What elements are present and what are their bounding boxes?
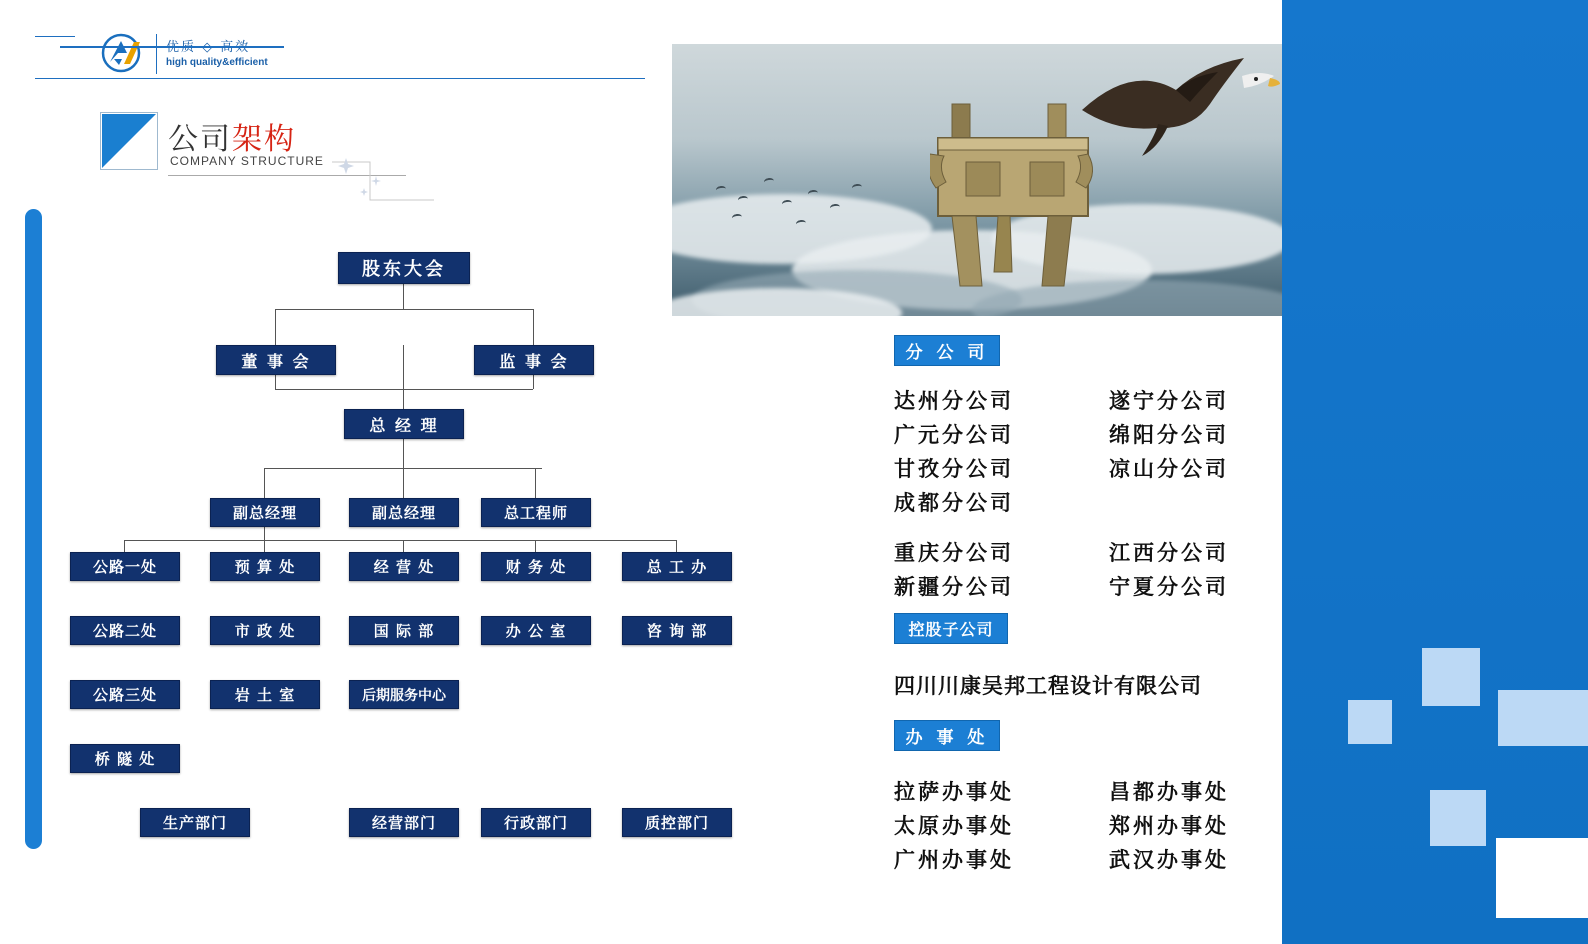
org-node-deputy-gm-2: 副总经理 — [349, 498, 459, 527]
company-logo-icon — [100, 32, 146, 76]
bird-icon — [764, 177, 775, 185]
page-title-part2: 架构 — [232, 122, 296, 157]
connector — [535, 468, 536, 498]
branch-item: 新疆分公司 — [894, 575, 1014, 599]
connector — [264, 540, 265, 552]
connector — [264, 468, 265, 498]
right-decorative-panel — [1282, 0, 1588, 944]
logo-underline — [60, 46, 284, 48]
connector — [124, 540, 125, 552]
branch-item: 江西分公司 — [1109, 541, 1229, 565]
org-node-board: 董 事 会 — [216, 345, 336, 375]
connector — [533, 309, 534, 345]
org-node-row1-2: 经 营 处 — [349, 552, 459, 581]
connector — [403, 540, 404, 552]
office-item: 广州办事处 — [894, 848, 1014, 872]
org-node-row2-4: 咨 询 部 — [622, 616, 732, 645]
branch-item: 甘孜分公司 — [894, 457, 1014, 481]
org-node-general-manager: 总 经 理 — [344, 409, 464, 439]
org-node-supervisors: 监 事 会 — [474, 345, 594, 375]
title-sparkle-decoration — [330, 156, 440, 206]
connector — [264, 526, 265, 540]
subsidiary-name: 四川川康吴邦工程设计有限公司 — [894, 674, 1202, 698]
org-node-row2-0: 公路二处 — [70, 616, 180, 645]
office-item: 郑州办事处 — [1109, 814, 1229, 838]
org-node-row1-1: 预 算 处 — [210, 552, 320, 581]
logo-slogan-en: high quality&efficient — [166, 57, 268, 68]
org-node-row5-2: 行政部门 — [481, 808, 591, 837]
org-node-row3-0: 公路三处 — [70, 680, 180, 709]
office-item: 太原办事处 — [894, 814, 1014, 838]
deco-square-5 — [1496, 838, 1588, 918]
page-title — [168, 114, 296, 158]
org-node-deputy-gm-1: 副总经理 — [210, 498, 320, 527]
office-item: 昌都办事处 — [1109, 780, 1229, 804]
org-node-row5-0: 生产部门 — [140, 808, 250, 837]
subsidiary-badge: 控股子公司 — [894, 613, 1008, 644]
deco-square-1 — [1422, 648, 1480, 706]
branch-item: 达州分公司 — [894, 389, 1014, 413]
connector — [275, 373, 276, 389]
eagle-icon — [1072, 46, 1282, 166]
office-item: 武汉办事处 — [1109, 848, 1229, 872]
page-title-block — [100, 112, 430, 182]
header-rule-short — [35, 36, 75, 37]
bird-icon — [716, 185, 727, 193]
org-node-row5-1: 经营部门 — [349, 808, 459, 837]
branch-item: 遂宁分公司 — [1109, 389, 1229, 413]
org-node-chief-engineer: 总工程师 — [481, 498, 591, 527]
org-node-row4-0: 桥 隧 处 — [70, 744, 180, 773]
offices-badge: 办 事 处 — [894, 720, 1000, 751]
office-item: 拉萨办事处 — [894, 780, 1014, 804]
org-node-row3-1: 岩 土 室 — [210, 680, 320, 709]
org-node-row3-2: 后期服务中心 — [349, 680, 459, 709]
org-node-row2-1: 市 政 处 — [210, 616, 320, 645]
org-node-row2-3: 办 公 室 — [481, 616, 591, 645]
title-square-decoration — [100, 112, 158, 170]
page-title-en: COMPANY STRUCTURE — [170, 154, 324, 168]
org-node-row1-3: 财 务 处 — [481, 552, 591, 581]
connector — [676, 540, 677, 552]
branch-item: 宁夏分公司 — [1109, 575, 1229, 599]
org-node-row2-2: 国 际 部 — [349, 616, 459, 645]
logo-divider — [156, 34, 157, 74]
org-node-row1-4: 总 工 办 — [622, 552, 732, 581]
header-rule — [35, 78, 645, 79]
connector — [275, 309, 276, 345]
connector — [275, 389, 533, 390]
left-accent-bar — [25, 209, 42, 849]
branch-item: 成都分公司 — [894, 491, 1014, 515]
page-title-part1: 公司 — [168, 122, 232, 157]
connector — [403, 438, 404, 468]
org-node-row1-0: 公路一处 — [70, 552, 180, 581]
branch-item: 重庆分公司 — [894, 541, 1014, 565]
brand-logo — [100, 30, 300, 78]
branch-item: 绵阳分公司 — [1109, 423, 1229, 447]
org-chart — [60, 250, 760, 830]
branch-item: 广元分公司 — [894, 423, 1014, 447]
bird-icon — [852, 183, 863, 191]
org-node-shareholders: 股东大会 — [338, 252, 470, 284]
deco-square-4 — [1430, 790, 1486, 846]
connector — [533, 373, 534, 389]
hero-image — [672, 44, 1282, 316]
connector — [403, 345, 404, 409]
connector — [403, 282, 404, 309]
connector — [403, 468, 404, 498]
deco-square-3 — [1498, 690, 1588, 746]
connector — [124, 540, 676, 541]
branches-badge: 分 公 司 — [894, 335, 1000, 366]
connector — [535, 540, 536, 552]
branch-item: 凉山分公司 — [1109, 457, 1229, 481]
connector — [275, 309, 533, 310]
title-triangle-decoration — [102, 114, 156, 168]
org-node-row5-3: 质控部门 — [622, 808, 732, 837]
deco-square-2 — [1348, 700, 1392, 744]
